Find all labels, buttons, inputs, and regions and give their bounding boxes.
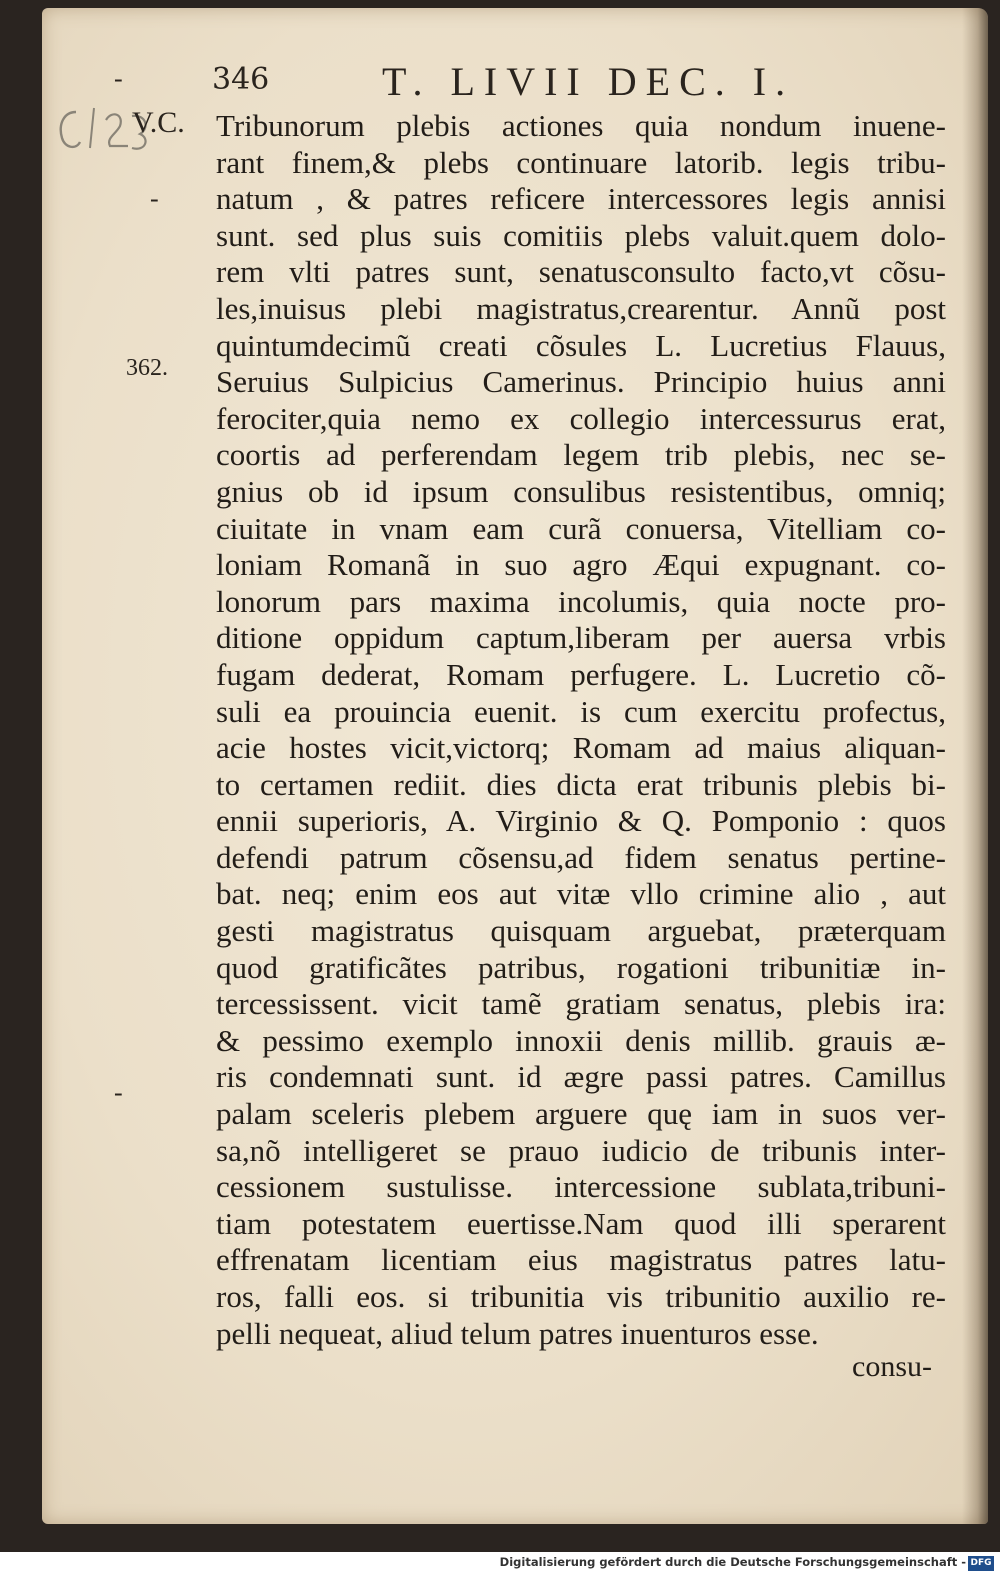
digitization-footer bbox=[0, 1552, 1000, 1576]
text-line: cessionem sustulisse. intercessione sublata,tribuni- bbox=[216, 1169, 946, 1205]
text-line: acie hostes vicit,victorq; Romam ad maius aliquan- bbox=[216, 730, 946, 766]
text-line: sunt. sed plus suis comitiis plebs valuit.quem dolo- bbox=[216, 217, 946, 253]
book-page bbox=[42, 8, 988, 1524]
text-line: tiam potestatem euertisse.Nam quod illi sperarent bbox=[216, 1205, 946, 1241]
text-line: & pessimo exemplo innoxii denis millib. grauis æ- bbox=[216, 1022, 946, 1058]
text-line: palam sceleris plebem arguere quę iam in suos ver- bbox=[216, 1096, 946, 1132]
text-line: ros, falli eos. si tribunitia vis tribunitio auxilio re- bbox=[216, 1279, 946, 1314]
text-line: tercessissent. vicit tamẽ gratiam senatus, plebis ira: bbox=[216, 986, 946, 1022]
text-line: gnius ob id ipsum consulibus resistentibus, omniq; bbox=[216, 473, 946, 509]
text-line: natum , & patres reficere intercessores legis annisi bbox=[216, 181, 946, 217]
text-line: ris condemnati sunt. id ægre passi patres. Camillus bbox=[216, 1059, 946, 1095]
funding-credit: Digitalisierung gefördert durch die Deutsche Forschungsgemeinschaft - bbox=[499, 1555, 966, 1569]
text-line: ferociter,quia nemo ex collegio intercessurus erat, bbox=[216, 400, 946, 436]
dfg-logo-icon: DFG bbox=[968, 1556, 994, 1571]
margin-tick: - bbox=[114, 64, 123, 93]
text-line: les,inuisus plebi magistratus,crearentur. Annũ post bbox=[216, 290, 946, 326]
text-line: rant finem,& plebs continuare latorib. legis tribu- bbox=[216, 144, 946, 180]
text-line: sa,nõ intelligeret se prauo iudicio de tribunis inter- bbox=[216, 1132, 946, 1168]
text-line: defendi patrum cõsensu,ad fidem senatus pertine- bbox=[216, 839, 946, 875]
text-line: ditione oppidum captum,liberam per auersa vrbis bbox=[216, 620, 946, 656]
text-line: pelli nequeat, aliud telum patres inuenturos esse. bbox=[216, 1315, 819, 1351]
text-line: coortis ad perferendam legem trib plebis, nec se- bbox=[216, 437, 946, 473]
text-line: ennii superioris, A. Virginio & Q. Pomponio : quos bbox=[216, 803, 946, 839]
margin-tick: - bbox=[114, 1078, 123, 1107]
text-line: fugam dederat, Romam perfugere. L. Lucretio cõ- bbox=[216, 656, 946, 692]
text-line: gesti magistratus quisquam arguebat, præterquam bbox=[216, 913, 946, 949]
page-number: 346 bbox=[212, 62, 270, 97]
text-line: Tribunorum plebis actiones quia nondum inuene- bbox=[216, 108, 946, 143]
text-line: suli ea prouincia euenit. is cum exercitu profectus, bbox=[216, 693, 946, 729]
text-line: quintumdecimũ creati cõsules L. Lucretius Flauus, bbox=[216, 327, 946, 363]
running-head bbox=[42, 58, 988, 108]
body-text bbox=[216, 108, 946, 1352]
text-line: effrenatam licentiam eius magistratus patres latu- bbox=[216, 1242, 946, 1278]
running-title: T. LIVII DEC. I. bbox=[382, 59, 795, 104]
margin-tick: - bbox=[150, 184, 159, 213]
text-line: ciuitate in vnam eam curã conuersa, Vitelliam co- bbox=[216, 510, 946, 546]
text-line: to certamen rediit. dies dicta erat tribunis plebis bi- bbox=[216, 766, 946, 802]
margin-note-vc: V.C. bbox=[132, 106, 185, 139]
text-line: rem vlti patres sunt, senatusconsulto facto,vt cõsu- bbox=[216, 254, 946, 290]
margin-note-year: 362. bbox=[126, 355, 168, 381]
text-line: quod gratificãtes patribus, rogationi tribunitiæ in- bbox=[216, 949, 946, 985]
text-line: lonorum pars maxima incolumis, quia nocte pro- bbox=[216, 583, 946, 619]
catchword: consu- bbox=[852, 1350, 932, 1383]
text-line: Seruius Sulpicius Camerinus. Principio huius anni bbox=[216, 364, 946, 400]
text-line: bat. neq; enim eos aut vitæ vllo crimine alio , aut bbox=[216, 876, 946, 912]
text-line: loniam Romanã in suo agro Æqui expugnant. co- bbox=[216, 547, 946, 583]
page-gutter-shadow bbox=[962, 8, 988, 1524]
